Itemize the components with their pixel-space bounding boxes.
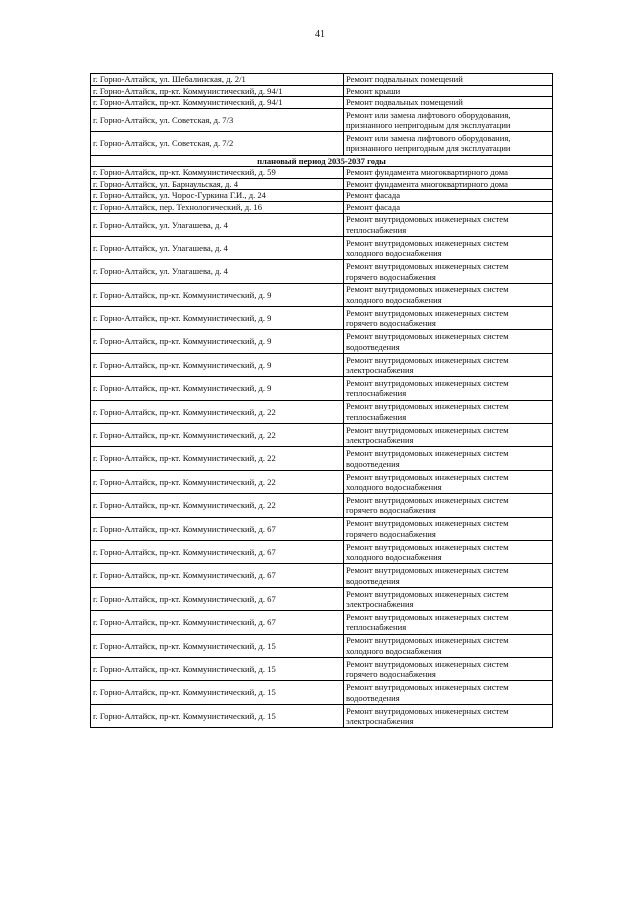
work-type-line: Ремонт внутридомовых инженерных систем [346, 378, 509, 389]
work-type-line: теплоснабжения [346, 388, 407, 399]
table-row [91, 400, 553, 423]
table-row [91, 260, 553, 283]
work-type-line: электроснабжения [346, 715, 414, 726]
repair-schedule-table [90, 73, 553, 728]
work-type-cell [344, 283, 553, 306]
work-type-line: Ремонт внутридомовых инженерных систем [346, 495, 509, 505]
work-type-line: Ремонт или замена лифтового оборудования, [346, 109, 511, 120]
work-type-line: электроснабжения [346, 365, 414, 376]
work-type-line: Ремонт внутридомовых инженерных систем [346, 611, 509, 622]
address-cell: г. Горно-Алтайск, пр-кт. Коммунистический, д. 15 [91, 657, 344, 680]
work-type-line: теплоснабжения [346, 622, 407, 633]
address-cell: г. Горно-Алтайск, пр-кт. Коммунистический, д. 94/1 [91, 97, 344, 109]
work-type-line: водоотведения [346, 575, 400, 586]
work-type-cell [344, 657, 553, 680]
work-type-cell [344, 97, 553, 109]
table-row [91, 541, 553, 564]
address-cell: г. Горно-Алтайск, пр-кт. Коммунистический, д. 94/1 [91, 85, 344, 97]
work-type-cell [344, 74, 553, 86]
work-type-line: Ремонт внутридомовых инженерных систем [346, 307, 509, 318]
period-header-row [91, 155, 553, 167]
address-cell: г. Горно-Алтайск, пр-кт. Коммунистический, д. 67 [91, 611, 344, 634]
address-cell: г. Горно-Алтайск, ул. Улагашева, д. 4 [91, 260, 344, 283]
work-type-cell [344, 400, 553, 423]
table-row [91, 213, 553, 236]
work-type-line: Ремонт внутридомовых инженерных систем [346, 284, 509, 295]
work-type-line: горячего водоснабжения [346, 669, 436, 680]
work-type-line: Ремонт внутридомовых инженерных систем [346, 401, 509, 412]
work-type-line: Ремонт подвальных помещений [346, 74, 463, 85]
work-type-line: Ремонт внутридомовых инженерных систем [346, 354, 509, 365]
address-cell: г. Горно-Алтайск, пер. Технологический, д. 16 [91, 201, 344, 213]
work-type-line: Ремонт фундамента многоквартирного дома [346, 178, 508, 189]
work-type-line: Ремонт внутридомовых инженерных систем [346, 705, 509, 716]
table-row [91, 447, 553, 470]
work-type-cell [344, 201, 553, 213]
table-row [91, 190, 553, 202]
address-cell: г. Горно-Алтайск, пр-кт. Коммунистический, д. 67 [91, 541, 344, 564]
table-row [91, 587, 553, 610]
address-cell: г. Горно-Алтайск, пр-кт. Коммунистический, д. 9 [91, 330, 344, 353]
work-type-cell [344, 236, 553, 259]
period-header: плановый период 2035-2037 годы [91, 155, 553, 167]
work-type-line: Ремонт внутридомовых инженерных систем [346, 658, 509, 669]
table-row [91, 283, 553, 306]
table-row [91, 377, 553, 400]
work-type-line: горячего водоснабжения [346, 528, 436, 539]
address-cell: г. Горно-Алтайск, пр-кт. Коммунистический, д. 15 [91, 704, 344, 727]
address-cell: г. Горно-Алтайск, пр-кт. Коммунистический, д. 22 [91, 424, 344, 447]
table-row [91, 178, 553, 190]
work-type-cell [344, 307, 553, 330]
table-row [91, 132, 553, 155]
address-cell: г. Горно-Алтайск, пр-кт. Коммунистический, д. 67 [91, 517, 344, 540]
table-row [91, 307, 553, 330]
address-cell: г. Горно-Алтайск, пр-кт. Коммунистический, д. 22 [91, 470, 344, 493]
work-type-cell [344, 108, 553, 131]
work-type-line: электроснабжения [346, 435, 414, 446]
address-cell: г. Горно-Алтайск, пр-кт. Коммунистический, д. 59 [91, 167, 344, 179]
address-cell: г. Горно-Алтайск, пр-кт. Коммунистический, д. 15 [91, 681, 344, 704]
address-cell: г. Горно-Алтайск, ул. Советская, д. 7/2 [91, 132, 344, 155]
work-type-cell [344, 330, 553, 353]
table-row [91, 74, 553, 86]
address-cell: г. Горно-Алтайск, пр-кт. Коммунистический, д. 22 [91, 400, 344, 423]
work-type-cell [344, 447, 553, 470]
work-type-cell [344, 587, 553, 610]
work-type-cell [344, 634, 553, 657]
table-row [91, 611, 553, 634]
work-type-line: Ремонт фундамента многоквартирного дома [346, 167, 508, 178]
work-type-line: Ремонт или замена лифтового оборудования, [346, 132, 511, 143]
work-type-cell [344, 213, 553, 236]
address-cell: г. Горно-Алтайск, пр-кт. Коммунистический, д. 9 [91, 283, 344, 306]
work-type-cell [344, 704, 553, 727]
work-type-cell [344, 178, 553, 190]
table-row [91, 517, 553, 540]
work-type-line: водоотведения [346, 458, 400, 469]
work-type-cell [344, 190, 553, 202]
work-type-line: холодного водоснабжения [346, 294, 442, 305]
work-type-cell [344, 681, 553, 704]
table-row [91, 330, 553, 353]
work-type-line: Ремонт внутридомовых инженерных систем [346, 471, 509, 482]
work-type-line: холодного водоснабжения [346, 552, 442, 563]
work-type-cell [344, 470, 553, 493]
work-type-line: холодного водоснабжения [346, 248, 442, 259]
table-row [91, 108, 553, 131]
work-type-line: Ремонт внутридомовых инженерных систем [346, 331, 509, 342]
work-type-cell [344, 517, 553, 540]
work-type-line: Ремонт внутридомовых инженерных систем [346, 682, 509, 693]
work-type-line: Ремонт внутридомовых инженерных систем [346, 424, 509, 435]
work-type-line: Ремонт внутридомовых инженерных систем [346, 635, 509, 646]
address-cell: г. Горно-Алтайск, пр-кт. Коммунистический, д. 9 [91, 353, 344, 376]
address-cell: г. Горно-Алтайск, пр-кт. Коммунистический, д. 22 [91, 447, 344, 470]
work-type-cell [344, 541, 553, 564]
work-type-cell [344, 494, 553, 517]
work-type-cell [344, 167, 553, 179]
address-cell: г. Горно-Алтайск, пр-кт. Коммунистический, д. 67 [91, 564, 344, 587]
work-type-line: Ремонт крыши [346, 85, 401, 96]
table-row [91, 470, 553, 493]
work-type-line: холодного водоснабжения [346, 645, 442, 656]
work-type-line: горячего водоснабжения [346, 318, 436, 329]
work-type-line: признанного непригодным для эксплуатации [346, 143, 511, 154]
work-type-line: горячего водоснабжения [346, 271, 436, 282]
work-type-cell [344, 353, 553, 376]
work-type-line: Ремонт подвальных помещений [346, 97, 463, 108]
work-type-line: горячего водоснабжения [346, 505, 436, 516]
table-row [91, 353, 553, 376]
table-row [91, 201, 553, 213]
address-cell: г. Горно-Алтайск, пр-кт. Коммунистический, д. 9 [91, 307, 344, 330]
work-type-cell [344, 260, 553, 283]
work-type-cell [344, 377, 553, 400]
table-row [91, 167, 553, 179]
work-type-line: Ремонт внутридомовых инженерных систем [346, 261, 509, 272]
table-row [91, 634, 553, 657]
work-type-cell [344, 424, 553, 447]
table-row [91, 97, 553, 109]
page-number: 41 [315, 29, 325, 40]
table-row [91, 236, 553, 259]
table-row [91, 424, 553, 447]
work-type-line: холодного водоснабжения [346, 482, 442, 493]
table-row [91, 85, 553, 97]
work-type-line: Ремонт внутридомовых инженерных систем [346, 565, 509, 576]
table-row [91, 704, 553, 727]
work-type-line: теплоснабжения [346, 224, 407, 235]
work-type-line: электроснабжения [346, 598, 414, 609]
table-row [91, 681, 553, 704]
address-cell: г. Горно-Алтайск, пр-кт. Коммунистический, д. 67 [91, 587, 344, 610]
work-type-cell [344, 611, 553, 634]
work-type-line: Ремонт фасада [346, 202, 401, 213]
table-row [91, 564, 553, 587]
address-cell: г. Горно-Алтайск, ул. Советская, д. 7/3 [91, 108, 344, 131]
work-type-line: Ремонт фасада [346, 190, 401, 201]
work-type-line: Ремонт внутридомовых инженерных систем [346, 214, 509, 225]
address-cell: г. Горно-Алтайск, ул. Чорос-Гуркина Г.И., д. 24 [91, 190, 344, 202]
address-cell: г. Горно-Алтайск, ул. Улагашева, д. 4 [91, 236, 344, 259]
work-type-line: Ремонт внутридомовых инженерных систем [346, 518, 509, 529]
table-row [91, 657, 553, 680]
work-type-line: признанного непригодным для эксплуатации [346, 119, 511, 130]
address-cell: г. Горно-Алтайск, ул. Барнаульская, д. 4 [91, 178, 344, 190]
work-type-line: водоотведения [346, 692, 400, 703]
address-cell: г. Горно-Алтайск, ул. Шебалинская, д. 2/1 [91, 74, 344, 86]
address-cell: г. Горно-Алтайск, пр-кт. Коммунистический, д. 9 [91, 377, 344, 400]
address-cell: г. Горно-Алтайск, пр-кт. Коммунистический, д. 22 [91, 494, 344, 517]
work-type-cell [344, 85, 553, 97]
work-type-cell [344, 132, 553, 155]
table-row [91, 494, 553, 517]
work-type-cell [344, 564, 553, 587]
work-type-line: Ремонт внутридомовых инженерных систем [346, 448, 509, 459]
work-type-line: Ремонт внутридомовых инженерных систем [346, 588, 509, 599]
work-type-line: водоотведения [346, 341, 400, 352]
address-cell: г. Горно-Алтайск, пр-кт. Коммунистический, д. 15 [91, 634, 344, 657]
work-type-line: Ремонт внутридомовых инженерных систем [346, 541, 509, 552]
work-type-line: теплоснабжения [346, 411, 407, 422]
work-type-line: Ремонт внутридомовых инженерных систем [346, 237, 509, 248]
table-body [91, 74, 553, 728]
address-cell: г. Горно-Алтайск, ул. Улагашева, д. 4 [91, 213, 344, 236]
